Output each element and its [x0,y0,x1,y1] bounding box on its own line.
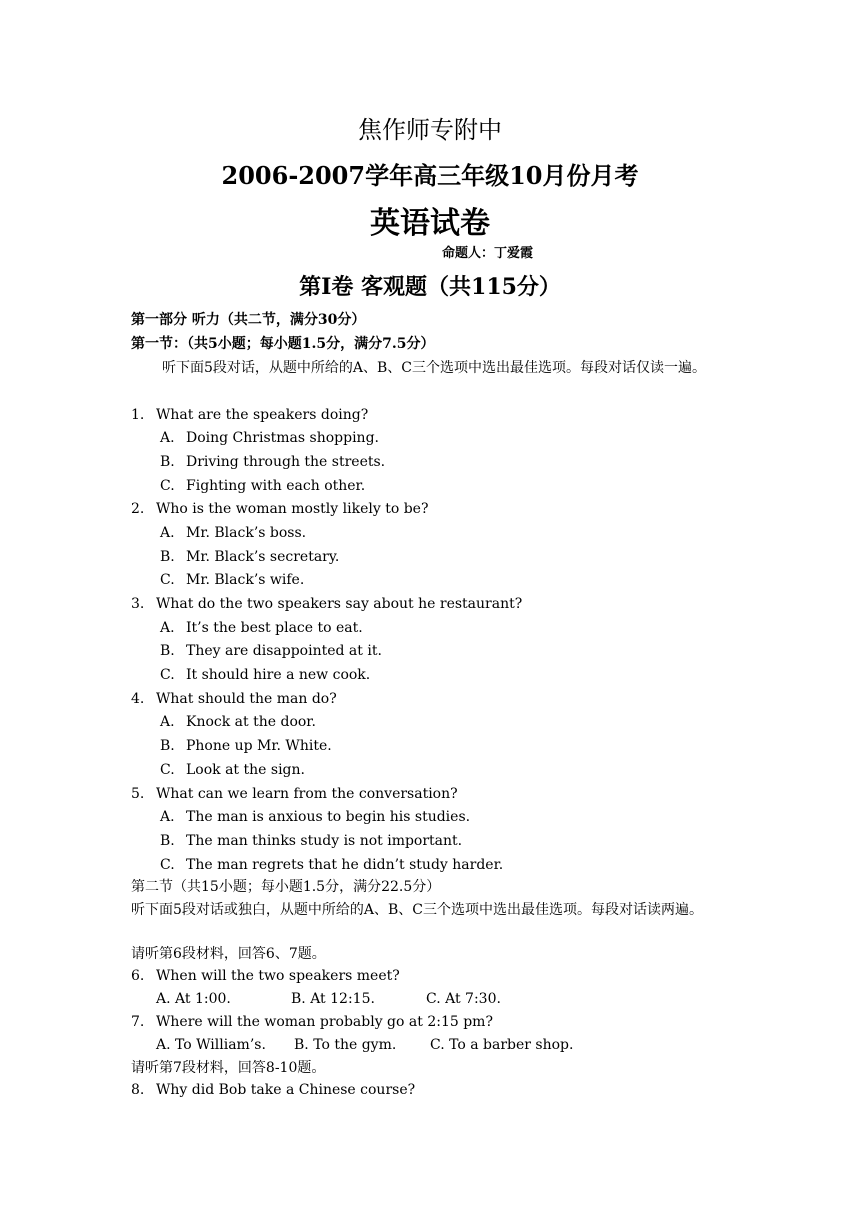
subject-title: 英语试卷 [370,206,490,241]
option: C. Look at the sign. [160,762,305,778]
question-number: 2. [131,501,145,517]
option: C. To a barber shop. [430,1037,574,1053]
question-text: Why did Bob take a Chinese course? [156,1082,416,1098]
question-1 [131,407,368,423]
question-8 [131,1082,415,1098]
question-text: Where will the woman probably go at 2:15 pm? [156,1014,493,1030]
option: B. To the gym. [294,1037,397,1053]
question-text: What should the man do? [156,691,337,707]
option: C. At 7:30. [426,991,501,1007]
question-5 [131,786,458,802]
question-text: What are the speakers doing? [156,407,369,423]
question-4 [131,691,337,707]
question-number: 5. [131,786,145,802]
material-6-note: 请听第6段材料，回答6、7题。 [131,946,326,962]
question-text: What can we learn from the conversation? [156,786,458,802]
option: C. The man regrets that he didn’t study harder. [160,857,504,873]
question-number: 1. [131,407,145,423]
section1-intro: 听下面5段对话，从题中所给的A、B、C三个选项中选出最佳选项。每段对话仅读一遍。 [162,360,707,376]
option: A. Doing Christmas shopping. [160,430,379,446]
exam-title: 2006-2007学年高三年级10月份月考 [221,161,639,190]
question-number: 3. [131,596,145,612]
option: A. The man is anxious to begin his studies. [160,809,471,825]
option: C. Fighting with each other. [160,478,366,494]
question-number: 7. [131,1014,145,1030]
volume-title: 第Ⅰ卷 客观题（共115分） [299,274,561,300]
question-number: 4. [131,691,145,707]
author-line: 命题人：丁爱霞 [442,246,534,261]
option: C. It should hire a new cook. [160,667,371,683]
part1-title: 第一部分 听力（共二节，满分30分） [131,312,366,328]
option: A. Knock at the door. [160,714,316,730]
option: B. Phone up Mr. White. [160,738,332,754]
question-number: 6. [131,968,145,984]
option: B. Driving through the streets. [160,454,386,470]
question-text: When will the two speakers meet? [156,968,400,984]
question-text: Who is the woman mostly likely to be? [156,501,429,517]
option: A. At 1:00. [156,991,231,1007]
option: A. To William’s. [156,1037,266,1053]
section2-intro: 听下面5段对话或独白，从题中所给的A、B、C三个选项中选出最佳选项。每段对话读两遍。 [131,902,704,918]
section2-title: 第二节（共15小题；每小题1.5分，满分22.5分） [131,879,441,895]
question-7 [131,1014,493,1030]
option: C. Mr. Black’s wife. [160,572,305,588]
material-7-note: 请听第7段材料，回答8-10题。 [131,1060,326,1076]
option: B. The man thinks study is not important. [160,833,463,849]
option: B. They are disappointed at it. [160,643,382,659]
question-6 [131,968,400,984]
section1-title: 第一节：（共5小题；每小题1.5分，满分7.5分） [131,336,435,352]
question-3 [131,596,522,612]
option: B. At 12:15. [291,991,375,1007]
option: B. Mr. Black’s secretary. [160,549,340,565]
question-number: 8. [131,1082,145,1098]
option: A. It’s the best place to eat. [160,620,363,636]
question-text: What do the two speakers say about he restaurant? [156,596,523,612]
option: A. Mr. Black’s boss. [160,525,307,541]
question-2 [131,501,428,517]
school-name: 焦作师专附中 [358,116,502,144]
